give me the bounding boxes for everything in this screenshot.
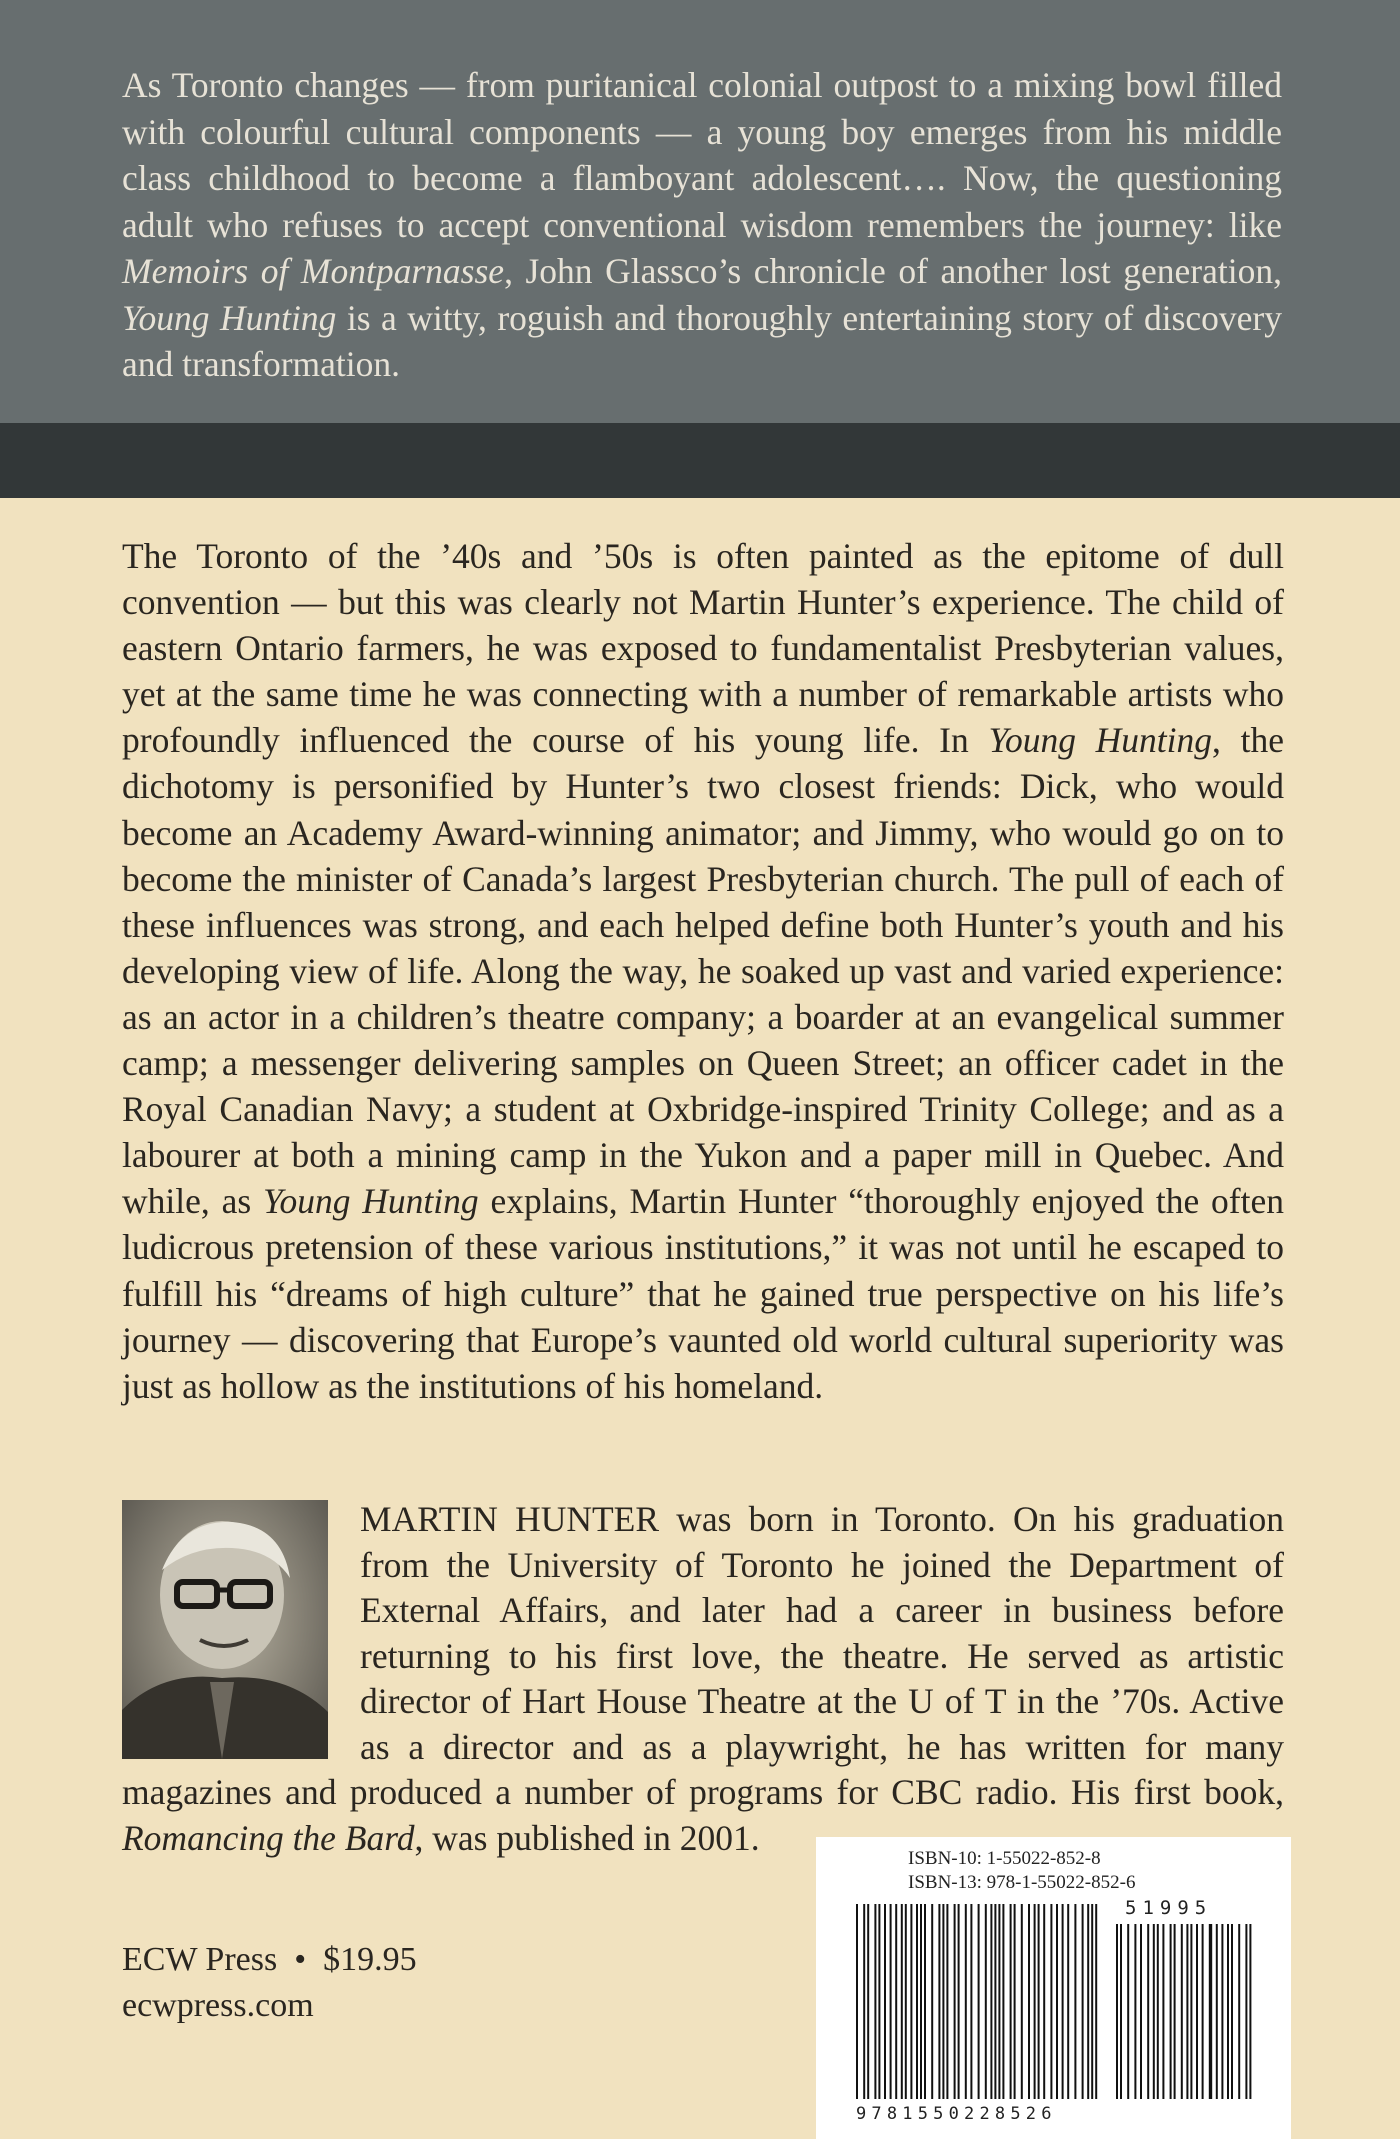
addon-bar [1186,1924,1188,2099]
author-bio [122,1497,1284,1861]
ean-bar [890,1904,892,2099]
addon-bar [1238,1924,1240,2099]
ean-bar [1074,1904,1076,2099]
blurb-text [122,62,1282,388]
ean-bar [946,1904,948,2099]
ean-bar [924,1904,926,2099]
ean-bar [1095,1904,1097,2099]
addon-bar [1202,1924,1204,2099]
ean-bar [1038,1904,1040,2099]
addon-bar [1157,1924,1159,2099]
addon-bar [1116,1924,1118,2099]
blurb-band [0,0,1400,423]
text-run: explains, Martin Hunter “thoroughly enjoyed the often ludicrous pretension of these various institutions,” it was not until he escaped to fulfill his “dreams of high culture” that he gained true perspective on his life’s journey — discovering that Europe’s vaunted old world cultural superiority was just as hollow as the institutions of his homeland. [122,1181,1284,1406]
text-run: MARTIN HUNTER was born in Toronto. On his graduation from the University of Toronto he joined the Department of External Affairs, and later had a career in business before returning to his first love, the theatre. He served as artistic director of Hart House Theatre at the U of T in the ’70s. Active as a director and as a playwright, he has written for many magazines and produced a number of programs for CBC radio. His first book, [122,1499,1284,1812]
ean-bar [994,1904,996,2099]
italic-title: Young Hunting [988,720,1213,761]
ean-bar [1028,1904,1030,2099]
ean-bar [905,1904,907,2099]
ean-bar [901,1904,903,2099]
price-code: 51995 [1125,1897,1213,1919]
italic-title: Young Hunting [122,297,337,338]
addon-bar [1209,1924,1212,2099]
italic-title: Memoirs of Montparnasse [122,251,505,291]
addon-bar [1249,1924,1251,2099]
ean-bar [1087,1904,1089,2099]
addon-bar [1231,1924,1233,2099]
text-run: , John Glassco’s chronicle of another lost generation, [504,251,1282,291]
ean-digits: 9781550228526 [856,2104,1057,2124]
author-photo [122,1500,328,1759]
barcode-graphic [816,1837,1291,2139]
ean-bar [1082,1904,1084,2099]
addon-bar [1120,1924,1122,2099]
ean-bar [990,1904,992,2099]
publisher-price-line: ECW Press • $19.95 [122,1941,417,1978]
isbn-13: ISBN-13: 978-1-55022-852-6 [908,1872,1136,1893]
barcode-box [816,1837,1291,2139]
text-run: As Toronto changes — from puritanical colonial outpost to a mixing bowl filled with colourful cultural components — a young boy emerges from his middle class childhood to become a flamboyant adolescent…. Now, the questioning adult who refuses to accept conventional wisdom remembers the journey: like [122,65,1282,245]
ean-bar [1021,1904,1023,2099]
ean-bar [884,1904,886,2099]
ean-bar [931,1904,933,2099]
text-run: is a witty, roguish and thoroughly entertaining story of discovery and transformation. [122,297,1282,384]
addon-bar [1216,1924,1218,2099]
italic-title: Romancing the Bard [122,1817,415,1858]
ean-bar [878,1904,880,2099]
addon-bar [1170,1924,1172,2099]
ean-bar [874,1904,876,2099]
addon-bar [1181,1924,1183,2099]
ean-bar [965,1904,967,2099]
ean-bar [1034,1904,1036,2099]
ean-bar [998,1904,1000,2099]
text-run: , the dichotomy is personified by Hunter’s two closest friends: Dick, who would become an Academy Award-winning animator; and Jimmy, who would go on to become the minister of Canada’s largest Presbyterian church. The pull of each of these influences was strong, and each helped define both Hunter’s youth and his developing view of life. Along the way, he soaked up vast and varied experience: as an actor in a children’s theatre company; a boarder at an evangelical summer camp; a messenger delivering samples on Queen Street; an officer cadet in the Royal Canadian Navy; a student at Oxbridge-inspired Trinity College; and as a labourer at both a mining camp in the Yukon and a paper mill in Quebec. And while, as [122,720,1284,1222]
ean-bar [920,1904,922,2099]
addon-bar [1153,1924,1155,2099]
ean-bar [856,1904,858,2099]
ean-bar [942,1904,944,2099]
addon-bar [1147,1924,1149,2099]
ean-bar [1091,1904,1093,2099]
ean-bar [916,1904,918,2099]
dark-stripe [0,423,1400,498]
addon-bar [1221,1924,1223,2099]
ean-bar [867,1904,869,2099]
ean-bar [938,1904,940,2099]
ean-bar [978,1904,980,2099]
ean-bar [1067,1904,1069,2099]
ean-bar [1050,1904,1052,2099]
addon-bar [1127,1924,1129,2099]
ean-bar [1056,1904,1058,2099]
text-run: The Toronto of the ’40s and ’50s is often painted as the epitome of dull convention — but this was clearly not Martin Hunter’s experience. The child of eastern Ontario farmers, he was exposed to fundamentalist Presbyterian values, yet at the same time he was connecting with a number of remarkable artists who profoundly influenced the course of his young life. In [122,536,1284,761]
ean-bar [954,1904,956,2099]
addon-bar [1190,1924,1192,2099]
publisher-info [122,1937,417,2029]
ean-bar [1043,1904,1045,2099]
addon-bar [1162,1924,1164,2099]
text-run: , was published in 2001. [414,1817,760,1858]
ean-bar [910,1904,912,2099]
ean-bar [1002,1904,1004,2099]
isbn-10: ISBN-10: 1-55022-852-8 [908,1848,1101,1869]
addon-bar [1134,1924,1136,2099]
book-description [122,533,1284,1409]
addon-bar [1196,1924,1198,2099]
ean-bar [985,1904,987,2099]
addon-bar [1174,1924,1176,2099]
ean-bar [970,1904,972,2099]
italic-title: Young Hunting [262,1181,479,1222]
addon-bar [1140,1924,1142,2099]
ean-bar [958,1904,960,2099]
ean-bar [1010,1904,1012,2099]
ean-bar [1062,1904,1064,2099]
publisher-website: ecwpress.com [122,1987,314,2024]
addon-bar [1227,1924,1229,2099]
ean-bar [863,1904,865,2099]
ean-bar [1014,1904,1016,2099]
ean-bar [895,1904,897,2099]
addon-bar [1245,1924,1247,2099]
